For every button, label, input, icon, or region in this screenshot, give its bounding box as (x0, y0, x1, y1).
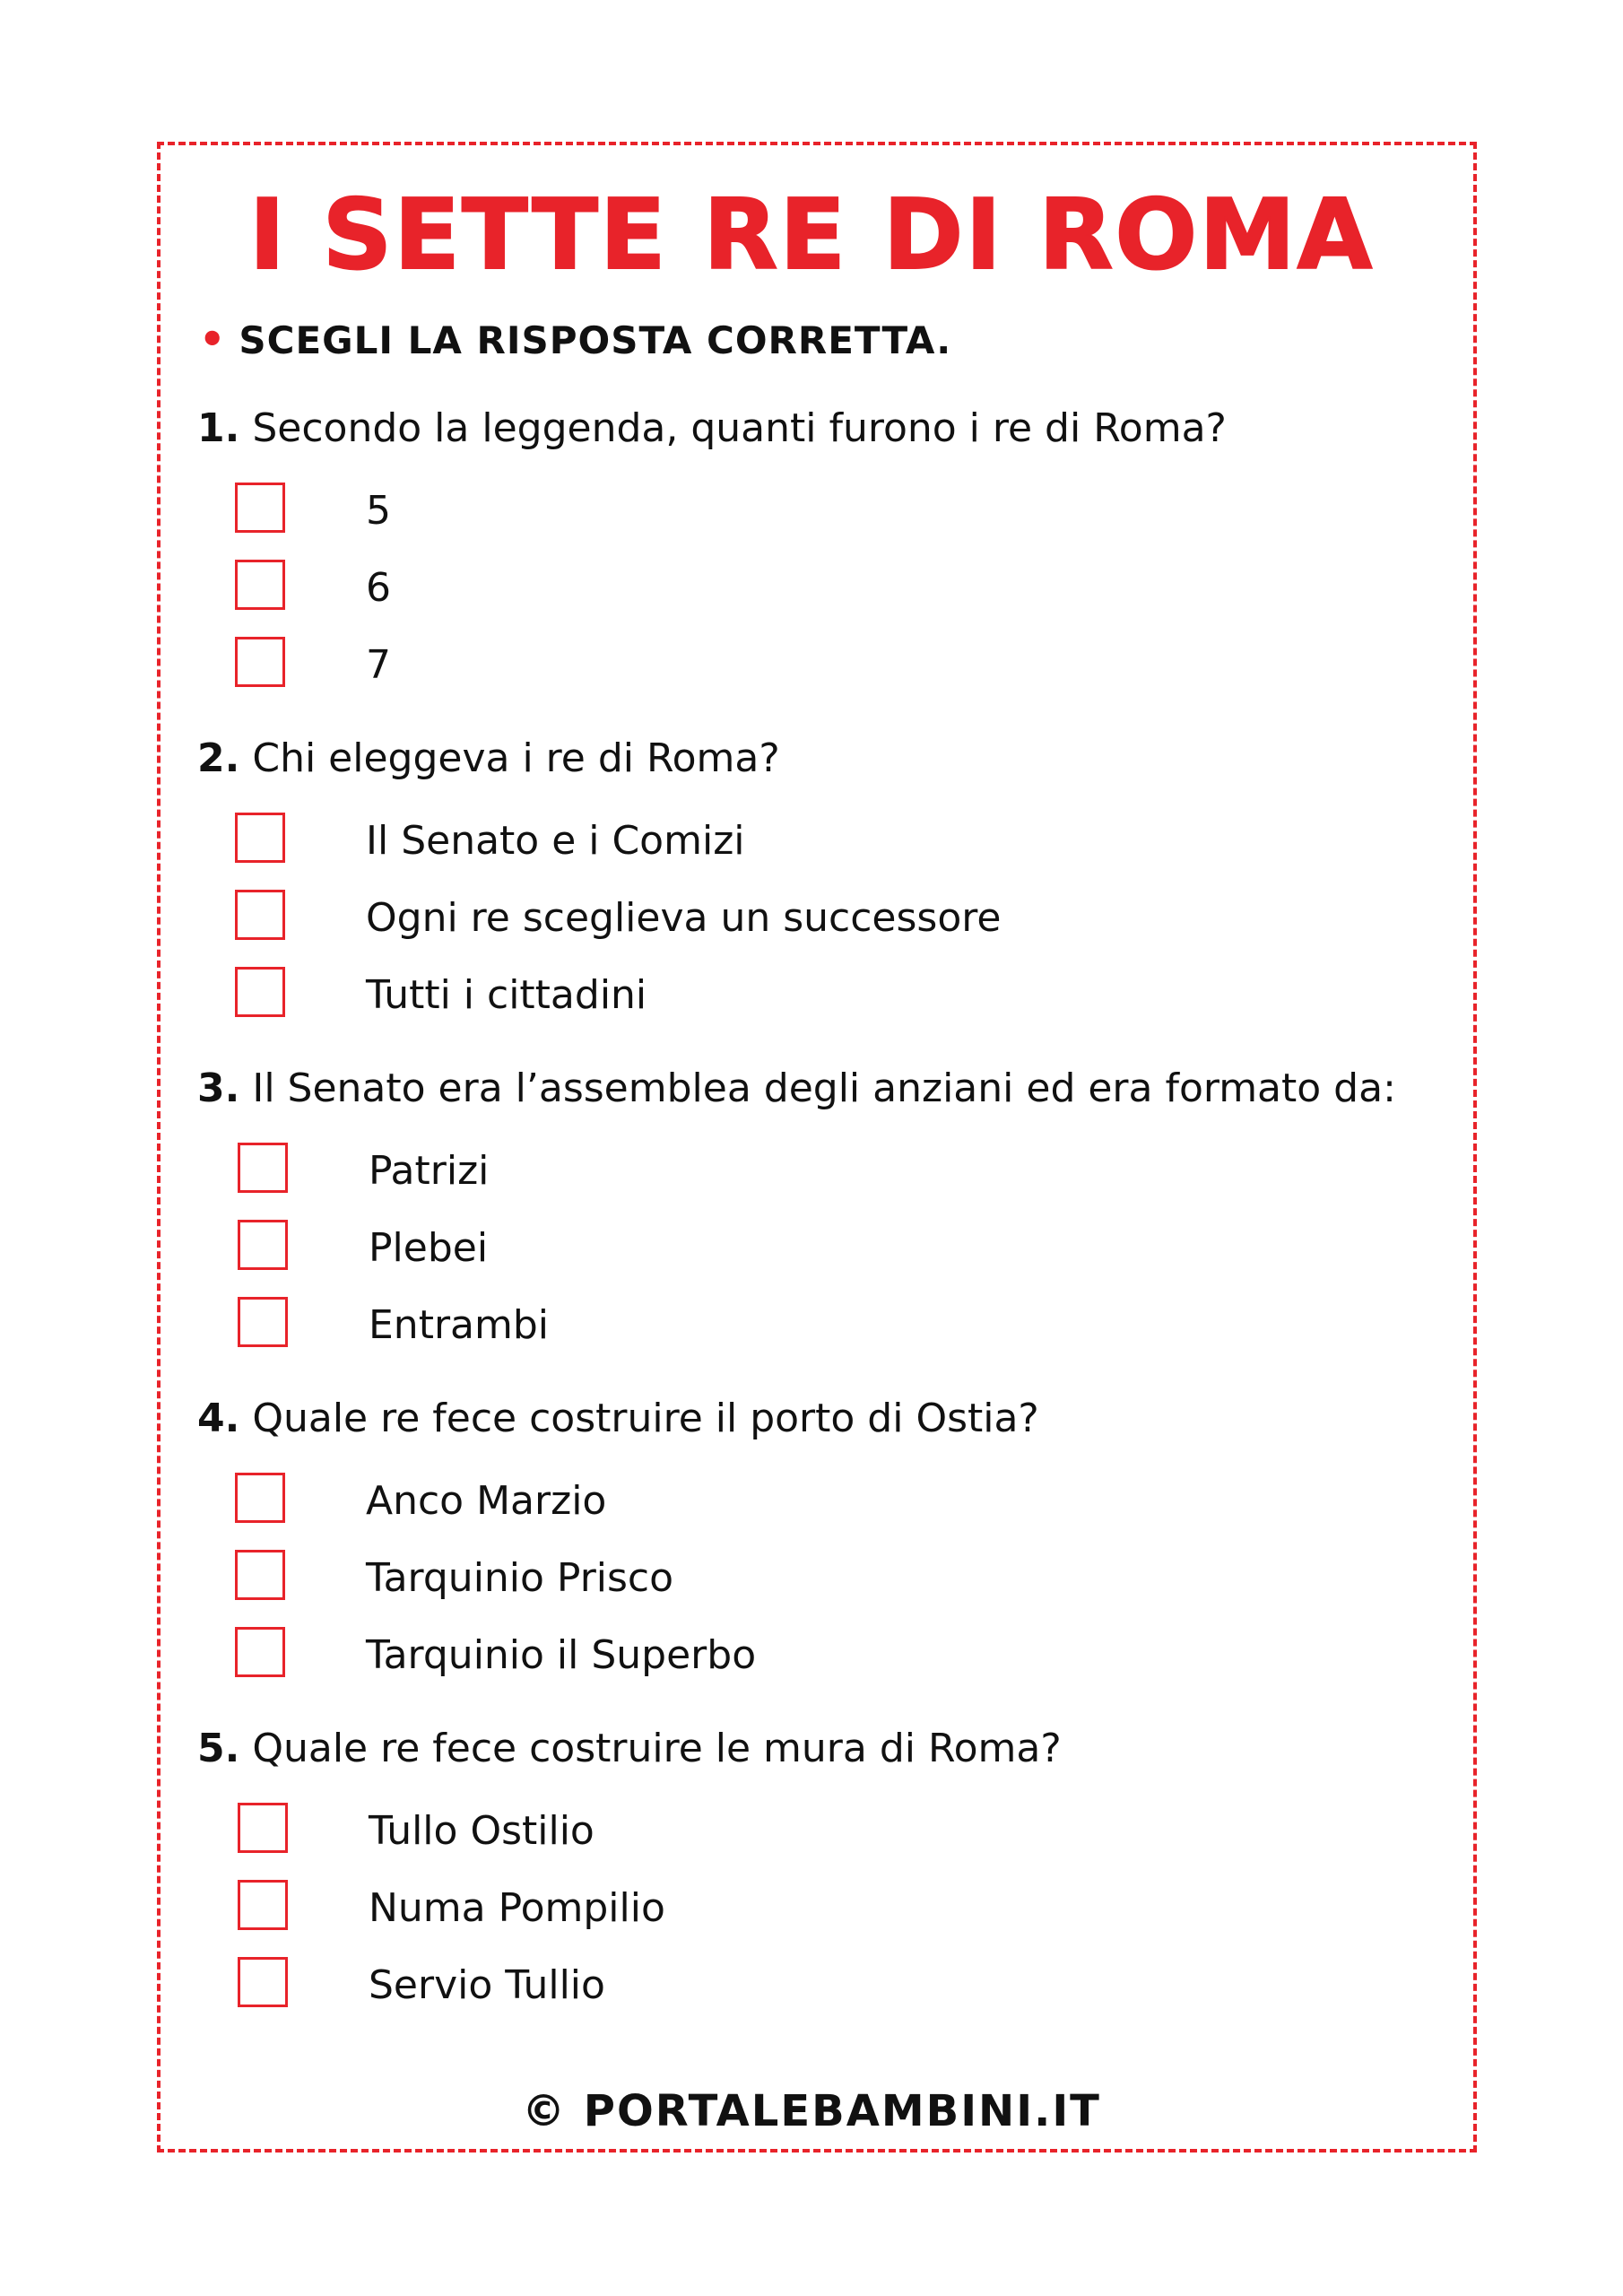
question-5 (197, 1722, 1062, 1776)
question-4 (197, 1392, 1039, 1446)
question-3 (197, 1062, 1396, 1116)
question-text: Secondo la leggenda, quanti furono i re di Roma? (252, 405, 1227, 451)
question-number: 4. (197, 1396, 240, 1441)
page-title: I SETTE RE DI ROMA (248, 179, 1375, 291)
question-number: 5. (197, 1726, 240, 1771)
checkbox[interactable] (238, 1957, 288, 2007)
checkbox[interactable] (235, 1550, 285, 1600)
option-label: Ogni re sceglieva un successore (366, 895, 1002, 941)
bullet-icon: • (199, 315, 227, 363)
question-number: 3. (197, 1065, 240, 1111)
question-text: Quale re fece costruire le mura di Roma? (252, 1726, 1062, 1771)
checkbox[interactable] (235, 1627, 285, 1677)
option-label: Tullo Ostilio (369, 1808, 595, 1854)
option-label: Tarquinio Prisco (366, 1555, 674, 1601)
checkbox[interactable] (238, 1803, 288, 1853)
option-label: Tutti i cittadini (366, 972, 647, 1018)
option-label: 7 (366, 642, 391, 688)
option-label: Entrambi (369, 1302, 550, 1348)
question-number: 1. (197, 405, 240, 451)
question-number: 2. (197, 735, 240, 781)
option-label: Anco Marzio (366, 1478, 607, 1524)
checkbox[interactable] (238, 1297, 288, 1347)
checkbox[interactable] (235, 1473, 285, 1523)
option-label: Tarquinio il Superbo (366, 1632, 757, 1678)
checkbox[interactable] (235, 813, 285, 863)
option-label: 6 (366, 565, 391, 611)
question-1 (197, 402, 1227, 456)
copyright-footer: © PORTALEBAMBINI.IT (522, 2086, 1101, 2136)
option-label: Il Senato e i Comizi (366, 818, 745, 864)
checkbox[interactable] (235, 890, 285, 940)
option-label: Patrizi (369, 1148, 490, 1194)
question-text: Chi eleggeva i re di Roma? (252, 735, 780, 781)
checkbox[interactable] (238, 1880, 288, 1930)
instruction (199, 314, 951, 366)
instruction-text: SCEGLI LA RISPOSTA CORRETTA. (239, 318, 952, 362)
checkbox[interactable] (238, 1143, 288, 1193)
option-label: Numa Pompilio (369, 1885, 665, 1931)
option-label: Servio Tullio (369, 1962, 605, 2008)
checkbox[interactable] (235, 637, 285, 687)
question-text: Il Senato era l’assemblea degli anziani ed era formato da: (252, 1065, 1396, 1111)
question-2 (197, 732, 780, 786)
checkbox[interactable] (235, 483, 285, 533)
checkbox[interactable] (235, 967, 285, 1017)
option-label: Plebei (369, 1225, 489, 1271)
checkbox[interactable] (235, 560, 285, 610)
option-label: 5 (366, 488, 391, 534)
question-text: Quale re fece costruire il porto di Ostia? (252, 1396, 1039, 1441)
checkbox[interactable] (238, 1220, 288, 1270)
